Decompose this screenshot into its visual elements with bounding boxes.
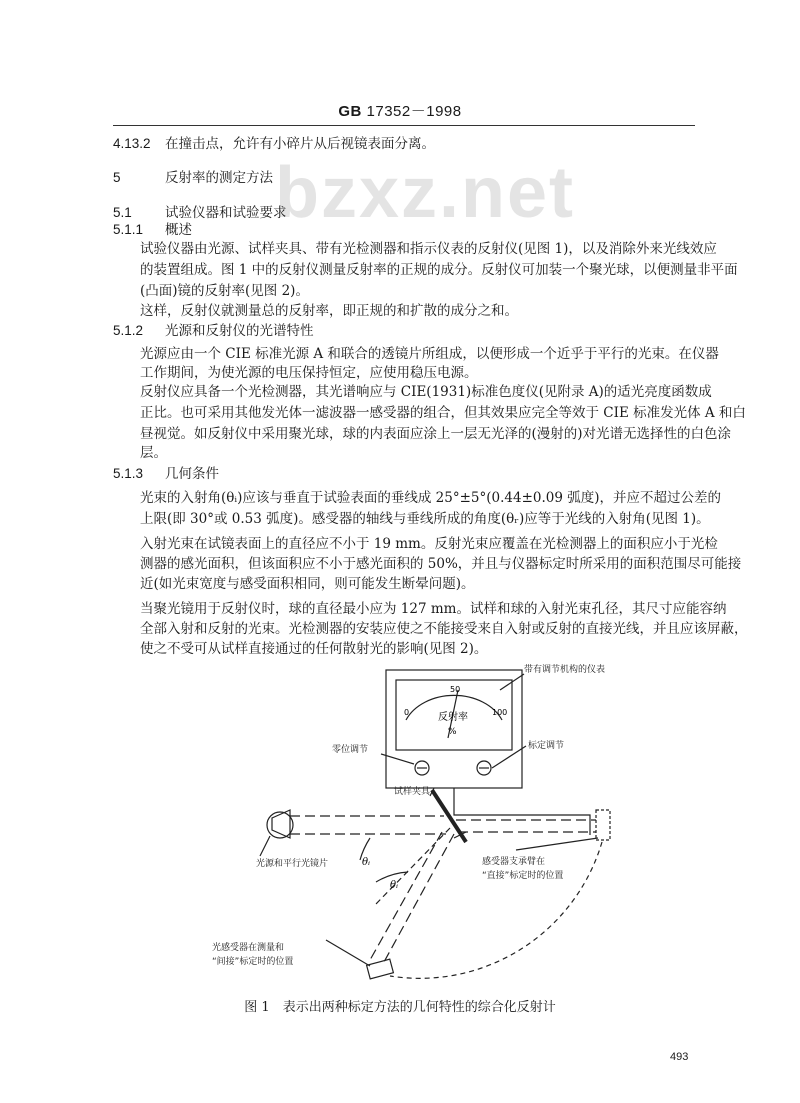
arm-label-line2: “直接”标定时的位置 [482,871,564,881]
section-number: 5.1.3 [113,466,144,481]
section-number: 4.13.2 [113,136,151,151]
direct-sensor [596,810,610,840]
scale-label-100: 100 [492,708,508,717]
theta-incident: θᵢ [362,857,371,868]
line-text: 概述 [165,222,192,238]
paragraph-line [113,365,722,381]
line-text: 反射率的测定方法 [165,170,273,186]
paragraph-line [113,490,722,506]
line-text: 这样，反射仪就测量总的反射率，即正规的和扩散的成分之和。 [140,303,518,319]
section-line [113,136,695,152]
header-rule [113,125,695,126]
line-text: 在撞击点，允许有小碎片从后视镜表面分离。 [165,136,435,152]
line-text: 昼视觉。如反射仪中采用聚光球，球的内表面应涂上一层无光泽的(漫射的)对光谱无选择性的白色涂 [140,426,732,442]
paragraph-line [113,621,748,637]
paragraph-line [113,511,722,527]
line-text: (凸面)镜的反射率(见图 2)。 [140,283,309,299]
paragraph-line [113,303,722,319]
normal-line [374,828,450,906]
paragraph-line [113,346,722,362]
sensor-label-line1: 光感受器在测量和 [212,943,285,953]
meter-cable [454,788,590,835]
line-text: 测器的感光面积，但该面积应不小于感光面积的 50%，并且与仪器标定时所采用的面积范围尽可能接 [140,556,742,572]
theta-reflected: θᵢ [390,880,399,891]
meter-label: 带有调节机构的仪表 [524,665,606,675]
paragraph-line [113,241,722,257]
section-line [113,170,695,186]
paragraph-line [113,556,742,572]
scale-label-50: 50 [450,685,461,694]
sensor-label-line2: “间接”标定时的位置 [212,957,294,967]
light-source-label: 光源和平行光镜片 [256,859,329,869]
line-text: 上限(即 30°或 0.53 弧度)。感受器的轴线与垂线所成的角度(θᵣ)应等于光线的入射角(见图 1)。 [140,511,710,527]
paragraph-line [113,426,732,442]
watermark: bzxz.net [275,153,576,233]
standard-number: 17352－1998 [366,103,462,120]
calib-adjust-label: 标定调节 [528,741,565,751]
paragraph-line [113,405,746,421]
standard-prefix: GB [338,103,362,120]
scale-label-0: 0 [404,708,410,717]
line-text: 光源应由一个 CIE 标准光源 A 和联合的透镜片所组成，以便形成一个近乎于平行的光束。在仪器 [140,346,719,362]
zero-adjust-label: 零位调节 [332,745,369,755]
line-text: 工作期间，为使光源的电压保持恒定，应使用稳压电源。 [140,365,478,381]
line-text: 光源和反射仪的光谱特性 [165,323,314,339]
line-text: 当聚光镜用于反射仪时，球的直径最小应为 127 mm。试样和球的入射光束孔径，其尺寸应能容纳 [140,601,727,617]
paragraph-line [113,641,722,657]
line-text: 的装置组成。图 1 中的反射仪测量反射率的正规的成分。反射仪可加装一个聚光球，以便测量非平面 [140,262,738,278]
section-line [113,466,695,482]
line-text: 正比。也可采用其他发光体一滤波器一感受器的组合，但其效果应完全等效于 CIE 标准发光体 A 和白 [140,405,746,421]
paragraph-line [113,601,727,617]
page-number: 493 [670,1051,689,1063]
dial-unit: % [448,727,457,737]
figure-1 [210,660,630,990]
paragraph-line [113,384,722,400]
section-number: 5 [113,170,121,185]
paragraph-line [113,445,722,461]
line-text: 入射光束在试镜表面上的直径应不小于 19 mm。反射光束应覆盖在光检测器上的面积应小于光检 [140,536,718,552]
running-header [0,100,800,121]
line-text: 近(如光束宽度与感受面积相同，则可能发生断晕问题)。 [140,576,475,592]
paragraph-line [113,262,738,278]
line-text: 试验仪器由光源、试样夹具、带有光检测器和指示仪表的反射仪(见图 1)，以及消除外来光线效应 [140,241,717,257]
paragraph-line [113,283,722,299]
section-line [113,222,695,238]
line-text: 反射仪应具备一个光检测器，其光谱响应与 CIE(1931)标准色度仪(见附录 A)的适光亮度函数成 [140,384,712,400]
paragraph-line [113,576,722,592]
paragraph-line [113,536,722,552]
section-line [113,205,695,221]
line-text: 全部入射和反射的光束。光检测器的安装应使之不能接受来自入射或反射的直接光线，并且应该屏蔽， [140,621,748,637]
figure-caption: 图 1 表示出两种标定方法的几何特性的综合化反射计 [244,1000,556,1015]
arm-label-line1: 感受器支承臂在 [482,857,546,867]
sample-holder-label: 试样夹具 [394,787,431,797]
dial-label: 反射率 [438,712,468,723]
line-text: 使之不受可从试样直接通过的任何散射光的影响(见图 2)。 [140,641,488,657]
section-number: 5.1.1 [113,222,144,237]
line-text: 几何条件 [165,466,219,482]
line-text: 试验仪器和试验要求 [165,205,287,221]
line-text: 层。 [140,445,167,461]
line-text: 光束的入射角(θᵢ)应该与垂直于试验表面的垂线成 25°±5°(0.44±0.09 弧度)，并应不超过公差的 [140,490,721,506]
section-number: 5.1 [113,205,132,220]
indirect-sensor [367,959,394,979]
section-number: 5.1.2 [113,323,144,338]
section-line [113,323,695,339]
